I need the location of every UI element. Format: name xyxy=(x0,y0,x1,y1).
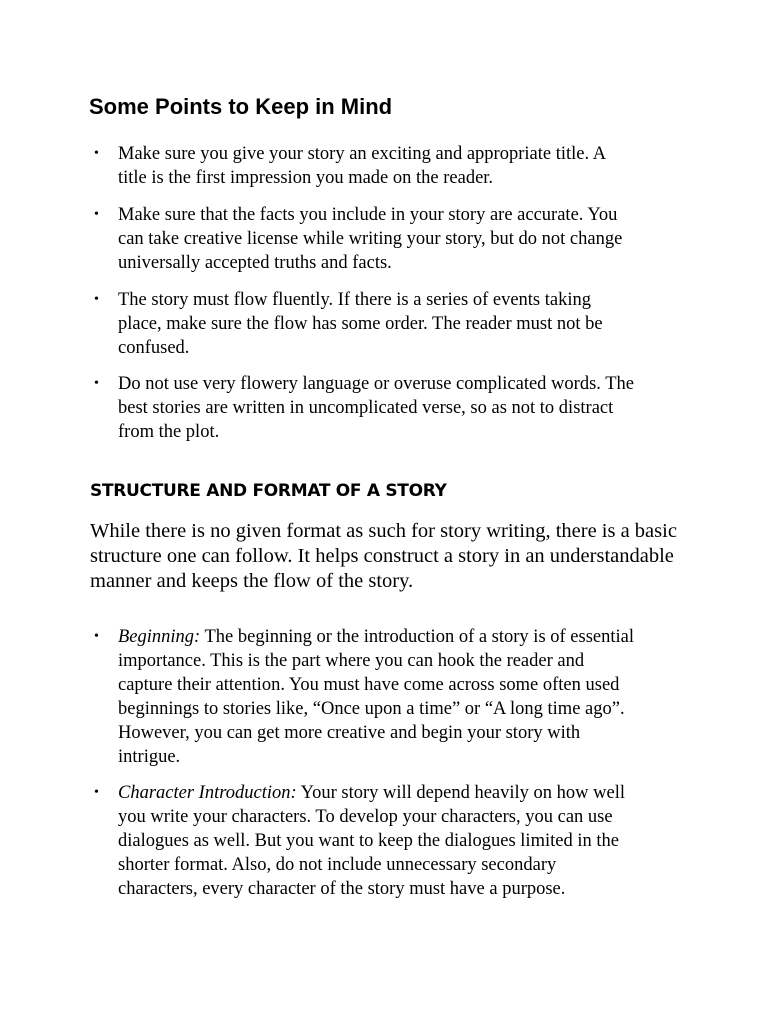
bullet-icon: • xyxy=(94,146,99,161)
list-item-text: Do not use very flowery language or overuse complicated words. The best stories are written in uncomplicated verse, so as not to distract from the plot. xyxy=(118,374,634,442)
term-label: Character Introduction: xyxy=(118,783,297,803)
list-item-text: The story must flow fluently. If there is a series of events taking place, make sure the flow has some order. The reader must not be confused. xyxy=(118,290,603,358)
list-item-text: Make sure that the facts you include in your story are accurate. You can take creative license while writing your story, but do not change universally accepted truths and facts. xyxy=(118,205,623,273)
section-heading-points: Some Points to Keep in Mind xyxy=(89,94,393,119)
bullet-icon: • xyxy=(94,292,99,307)
term-label: Beginning: xyxy=(118,627,201,647)
list-item-text: Beginning: The beginning or the introduction of a story is of essential importance. This is the part where you can hook the reader and capture their attention. You must have come across some often used beginnings to stories like, “Once upon a time” or “A long time ago”. However, you can get more creative and begin your story with intrigue. xyxy=(118,627,635,767)
bullet-icon: • xyxy=(94,376,99,391)
list-item-text: Make sure you give your story an exciting and appropriate title. A title is the first impression you made on the reader. xyxy=(118,144,607,188)
bullet-icon: • xyxy=(94,785,99,800)
bullet-icon: • xyxy=(94,207,99,222)
intro-paragraph: While there is no given format as such for story writing, there is a basic structure one can follow. It helps construct a story in an understandable manner and keeps the flow of the story. xyxy=(90,520,677,592)
list-item-text: Character Introduction: Your story will depend heavily on how well you write your characters. To develop your characters, you can use dialogues as well. But you want to keep the dialogues limited in the shorter format. Also, do not include unnecessary secondary characters, every character of the story must have a purpose. xyxy=(118,783,625,899)
bullet-icon: • xyxy=(94,629,99,644)
section-heading-structure: STRUCTURE AND FORMAT OF A STORY xyxy=(90,481,447,501)
